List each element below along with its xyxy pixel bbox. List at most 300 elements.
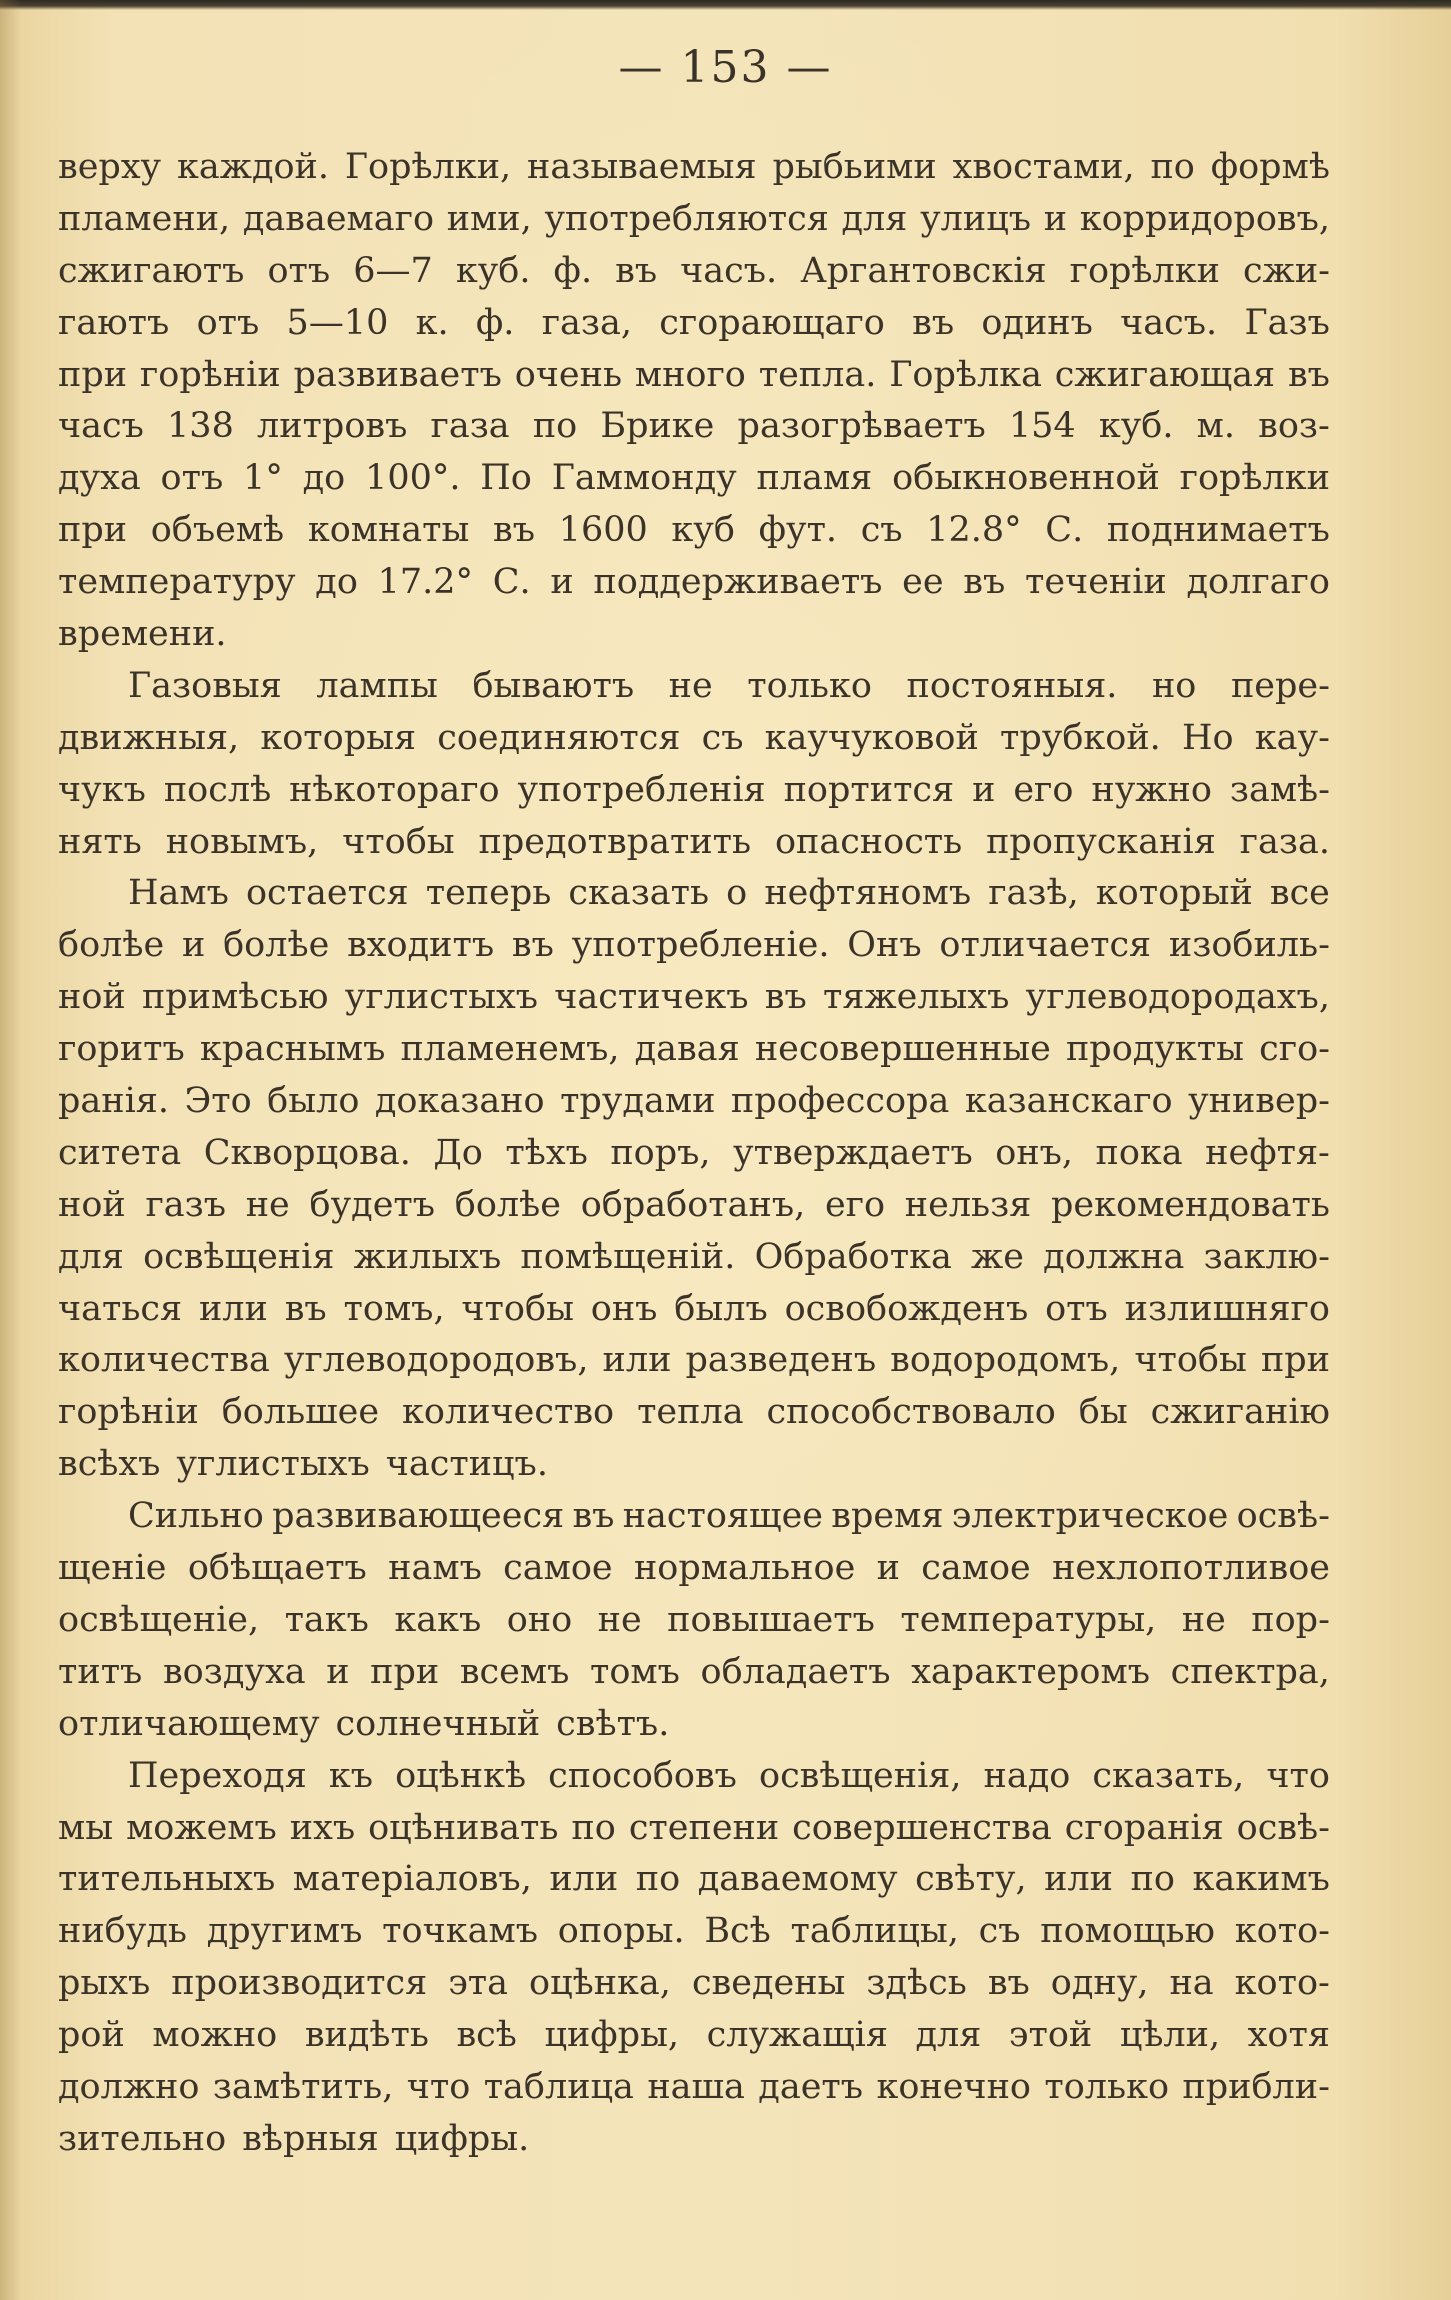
word: температуры, xyxy=(900,1599,1157,1640)
word: съ xyxy=(701,717,744,758)
word: другимъ xyxy=(206,1911,363,1952)
word: чтобы xyxy=(1134,1340,1247,1381)
word: освобожденъ xyxy=(784,1288,1029,1329)
word: хвостами, xyxy=(952,147,1135,187)
word: формѣ xyxy=(1210,147,1330,187)
word: помѣщеній. xyxy=(520,1236,736,1277)
word: или xyxy=(549,1859,619,1900)
word: не xyxy=(597,1599,642,1640)
word: въ xyxy=(284,1288,327,1329)
word: остается xyxy=(245,873,409,914)
word: ихъ xyxy=(289,1807,356,1848)
word: углистыхъ xyxy=(176,1444,370,1485)
word: чукъ xyxy=(58,769,146,810)
word: должна xyxy=(1043,1236,1185,1277)
word: нять xyxy=(58,821,142,862)
text-line xyxy=(58,1543,1330,1595)
word: нибудь xyxy=(58,1911,187,1952)
word: 1° xyxy=(243,458,283,499)
word: газѣ, xyxy=(988,873,1079,914)
word: употребленія xyxy=(517,769,766,810)
word: соединяются xyxy=(437,717,681,758)
word: тепла. xyxy=(758,354,877,395)
word: онъ xyxy=(590,1288,658,1329)
word: этой xyxy=(1008,2015,1093,2056)
word: ной xyxy=(58,977,126,1018)
text-line xyxy=(58,1699,1330,1751)
word: ими, xyxy=(446,198,532,239)
word: времени. xyxy=(58,614,227,655)
text-line xyxy=(58,2114,1330,2166)
word: всѣ xyxy=(456,2015,517,2056)
text-line xyxy=(58,557,1330,609)
word: намъ xyxy=(388,1548,482,1589)
text-line xyxy=(58,2010,1330,2062)
word: горитъ xyxy=(58,1029,185,1070)
text-line xyxy=(58,1439,1330,1491)
word: По xyxy=(480,458,532,499)
word: о xyxy=(726,873,748,914)
word: Брике xyxy=(600,406,715,447)
word: 154 xyxy=(1008,406,1076,447)
word: горѣлки xyxy=(1069,250,1220,291)
word: освѣ- xyxy=(1236,1496,1330,1537)
word: въ xyxy=(615,250,658,291)
word: фут. xyxy=(758,510,838,551)
word: Горѣлки, xyxy=(344,147,512,187)
word: цифры. xyxy=(394,2118,530,2159)
word: Всѣ xyxy=(704,1911,771,1952)
word: каждой. xyxy=(177,147,330,187)
word: даваемаго xyxy=(242,198,435,239)
word: или xyxy=(198,1288,268,1329)
text-line xyxy=(58,1076,1330,1128)
word: отъ xyxy=(160,458,224,499)
text-line xyxy=(58,1024,1330,1076)
word: вѣрныя xyxy=(242,2118,379,2159)
word: титъ xyxy=(58,1651,143,1692)
word: газа, xyxy=(541,302,632,343)
word: и xyxy=(876,1548,900,1589)
word: и xyxy=(181,925,206,966)
word: можемъ xyxy=(126,1807,277,1848)
word: количество xyxy=(402,1392,615,1433)
word: 6—7 xyxy=(353,250,433,291)
word: обработанъ, xyxy=(580,1184,806,1225)
word: новымъ, xyxy=(165,821,319,862)
word: Обработка xyxy=(754,1236,952,1277)
word: изобиль- xyxy=(1168,925,1330,966)
text-line xyxy=(58,1335,1330,1387)
word: 138 xyxy=(167,406,234,447)
word: куб. xyxy=(1098,406,1174,447)
word: горѣніи xyxy=(58,1392,199,1433)
word: лампы xyxy=(316,665,438,706)
word: духа xyxy=(58,458,141,499)
text-line xyxy=(58,972,1330,1024)
word: по xyxy=(532,406,578,447)
text-line xyxy=(58,2062,1330,2114)
word: нехлопотливое xyxy=(1052,1548,1330,1589)
word: настоящее xyxy=(622,1496,823,1537)
word: трудами xyxy=(560,1081,716,1122)
word: пере- xyxy=(1230,665,1330,706)
word: освѣщеніе, xyxy=(58,1599,260,1640)
word: только xyxy=(1044,2066,1170,2107)
word: доказано xyxy=(374,1081,545,1122)
page-top-edge xyxy=(0,0,1451,10)
word: отъ xyxy=(196,302,260,343)
word: разведенъ xyxy=(685,1340,877,1381)
word: краснымъ xyxy=(199,1029,386,1070)
word: С. xyxy=(1045,510,1084,551)
word: ситета xyxy=(58,1132,182,1173)
word: Газъ xyxy=(1244,302,1330,343)
word: будетъ xyxy=(309,1184,436,1225)
word: углеводородовъ, xyxy=(283,1340,589,1381)
word: надо xyxy=(983,1755,1071,1796)
word: кото- xyxy=(1234,1911,1330,1952)
word: цифры, xyxy=(544,2015,680,2056)
text-line xyxy=(58,1906,1330,1958)
word: и xyxy=(326,1651,350,1692)
word: хотя xyxy=(1247,2015,1330,2056)
text-line xyxy=(58,350,1330,402)
word: свѣтъ. xyxy=(556,1703,670,1744)
word: солнечный xyxy=(335,1703,541,1744)
word: сказать, xyxy=(1092,1755,1245,1796)
word: куб. xyxy=(455,250,531,291)
word: Сильно xyxy=(128,1496,264,1537)
word: бываютъ xyxy=(472,665,635,706)
word: при xyxy=(370,1651,440,1692)
word: часъ. xyxy=(680,250,778,291)
word: служащія xyxy=(706,2015,888,2056)
word: к. xyxy=(415,302,449,343)
word: который xyxy=(1095,873,1253,914)
word: конечно xyxy=(876,2066,1031,2107)
word: болѣе xyxy=(58,925,165,966)
word: долгаго xyxy=(1186,562,1330,603)
word: жилыхъ xyxy=(353,1236,502,1277)
word: сведены xyxy=(691,1963,846,2004)
word: До xyxy=(433,1132,483,1173)
word: заклю- xyxy=(1203,1236,1330,1277)
word: или xyxy=(602,1340,672,1381)
word: гаютъ xyxy=(58,302,170,343)
word: съ xyxy=(860,510,903,551)
text-line xyxy=(58,609,1330,661)
word: бы xyxy=(1078,1392,1128,1433)
word: въ xyxy=(1287,354,1330,395)
word: сжигаютъ xyxy=(58,250,245,291)
word: и xyxy=(1043,198,1068,239)
word: при xyxy=(1260,1340,1330,1381)
word: газа. xyxy=(1239,821,1330,862)
word: его xyxy=(824,1184,886,1225)
word: чтобы xyxy=(342,821,455,862)
word: Гаммонду xyxy=(551,458,737,499)
text-line xyxy=(58,1284,1330,1336)
word: таблицы, xyxy=(790,1911,959,1952)
word: по xyxy=(1130,1859,1175,1900)
word: оцѣнивать xyxy=(368,1807,559,1848)
word: освѣ- xyxy=(1236,1807,1330,1848)
word: ной xyxy=(58,1184,126,1225)
word: теченіи xyxy=(1024,562,1167,603)
word: казанскаго xyxy=(964,1081,1173,1122)
word: Это xyxy=(184,1081,252,1122)
word: при xyxy=(58,354,128,395)
word: большее xyxy=(221,1392,380,1433)
text-line xyxy=(58,505,1330,557)
word: горѣлки xyxy=(1179,458,1330,499)
word: повышаетъ xyxy=(667,1599,875,1640)
word: частицъ. xyxy=(385,1444,548,1485)
word: кау- xyxy=(1254,717,1330,758)
word: эта xyxy=(448,1963,509,2004)
word: освѣщенія xyxy=(143,1236,335,1277)
word: болѣе xyxy=(223,925,330,966)
word: не xyxy=(668,665,713,706)
text-line xyxy=(58,194,1330,246)
word: нельзя xyxy=(904,1184,1032,1225)
word: рыбьими xyxy=(772,147,937,187)
word: не xyxy=(1181,1599,1226,1640)
word: частичекъ xyxy=(554,977,749,1018)
word: зительно xyxy=(58,2118,227,2159)
word: производится xyxy=(171,1963,428,2004)
word: самое xyxy=(503,1548,613,1589)
text-line xyxy=(58,401,1330,453)
word: тепла xyxy=(637,1392,744,1433)
word: продукты xyxy=(1065,1029,1245,1070)
word: пор- xyxy=(1251,1599,1330,1640)
word: комнаты xyxy=(307,510,470,551)
word: чтобы xyxy=(461,1288,574,1329)
word: рой xyxy=(58,2015,125,2056)
word: воз- xyxy=(1258,406,1330,447)
word: Скворцова. xyxy=(203,1132,411,1173)
word: сгоранія xyxy=(1064,1807,1224,1848)
text-line xyxy=(58,1751,1330,1803)
word: поднимаетъ xyxy=(1106,510,1330,551)
word: называемыя xyxy=(527,147,757,187)
word: нѣкотораго xyxy=(289,769,500,810)
word: можно xyxy=(152,2015,278,2056)
word: воздуха xyxy=(162,1651,306,1692)
word: объемѣ xyxy=(150,510,285,551)
word: но xyxy=(1151,665,1197,706)
word: наша xyxy=(647,2066,745,2107)
word: томъ xyxy=(589,1651,680,1692)
word: горѣніи xyxy=(139,354,281,395)
word: давая xyxy=(634,1029,740,1070)
word: даетъ xyxy=(758,2066,864,2107)
word: оно xyxy=(506,1599,573,1640)
word: пропусканія xyxy=(986,821,1216,862)
word: характеромъ xyxy=(911,1651,1150,1692)
word: С. xyxy=(492,562,531,603)
word: до xyxy=(302,458,346,499)
word: пока xyxy=(1095,1132,1183,1173)
word: щеніе xyxy=(58,1548,167,1589)
word: сгорающаго xyxy=(659,302,885,343)
page-gutter-shadow xyxy=(0,0,22,2300)
body-text xyxy=(58,142,1330,2166)
word: 12.8° xyxy=(926,510,1022,551)
word: углистыхъ xyxy=(344,977,539,1018)
word: сжи- xyxy=(1243,250,1330,291)
word: что xyxy=(406,2066,471,2107)
word: точкамъ xyxy=(382,1911,538,1952)
word: развиваетъ xyxy=(293,354,502,395)
word: по xyxy=(1150,147,1195,187)
word: количества xyxy=(58,1340,270,1381)
word: утверждаетъ xyxy=(733,1132,973,1173)
text-line xyxy=(58,713,1330,765)
word: самое xyxy=(921,1548,1031,1589)
text-line xyxy=(58,1128,1330,1180)
word: спектра, xyxy=(1170,1651,1330,1692)
word: было xyxy=(267,1081,360,1122)
word: сжигающая xyxy=(1054,354,1276,395)
word: опасность xyxy=(774,821,963,862)
word: верху xyxy=(58,147,162,187)
word: способовъ xyxy=(548,1755,737,1796)
word: по xyxy=(571,1807,616,1848)
word: 17.2° xyxy=(377,562,474,603)
word: и xyxy=(550,562,574,603)
word: такъ xyxy=(284,1599,369,1640)
word: Горѣлка xyxy=(889,354,1042,395)
word: газъ xyxy=(145,1184,227,1225)
word: движныя, xyxy=(58,717,240,758)
word: его xyxy=(1013,769,1074,810)
text-line xyxy=(58,1387,1330,1439)
text-line xyxy=(58,920,1330,972)
word: 5—10 xyxy=(286,302,389,343)
word: какимъ xyxy=(1192,1859,1330,1900)
word: отличается xyxy=(939,925,1152,966)
word: помощью xyxy=(1040,1911,1216,1952)
word: оцѣнкѣ xyxy=(395,1755,527,1796)
word: Переходя xyxy=(128,1755,307,1796)
word: отъ xyxy=(267,250,331,291)
word: тѣхъ xyxy=(505,1132,588,1173)
word: должно xyxy=(58,2066,200,2107)
word: для xyxy=(915,2015,982,2056)
word: въ xyxy=(511,925,554,966)
word: трубкой. xyxy=(999,717,1161,758)
word: тяжелыхъ xyxy=(822,977,1010,1018)
word: теперь xyxy=(425,873,552,914)
word: обладаетъ xyxy=(700,1651,891,1692)
word: излишняго xyxy=(1124,1288,1330,1329)
word: несовершенные xyxy=(754,1029,1051,1070)
word: отъ xyxy=(1045,1288,1108,1329)
word: мы xyxy=(58,1807,114,1848)
word: не xyxy=(245,1184,290,1225)
word: употребляются xyxy=(544,198,829,239)
word: нужно xyxy=(1091,769,1212,810)
word: все xyxy=(1269,873,1330,914)
word: постояныя. xyxy=(906,665,1118,706)
word: къ xyxy=(328,1755,374,1796)
word: разогрѣваетъ xyxy=(737,406,986,447)
word: таблица xyxy=(483,2066,634,2107)
word: поддерживаетъ xyxy=(593,562,883,603)
word: улицъ xyxy=(920,198,1031,239)
word: въ xyxy=(912,302,955,343)
word: въ xyxy=(963,562,1006,603)
word: какъ xyxy=(394,1599,482,1640)
word: пламенемъ, xyxy=(400,1029,620,1070)
word: способствовало xyxy=(766,1392,1056,1433)
word: нефтяномъ xyxy=(764,873,972,914)
word: всемъ xyxy=(459,1651,570,1692)
text-line xyxy=(58,1647,1330,1699)
word: же xyxy=(971,1236,1024,1277)
text-line xyxy=(58,1854,1330,1906)
word: ранія. xyxy=(58,1081,169,1122)
word: 1600 xyxy=(558,510,648,551)
word: здѣсь xyxy=(866,1963,967,2004)
word: Онъ xyxy=(847,925,922,966)
word: пламя xyxy=(756,458,873,499)
word: и xyxy=(972,769,996,810)
word: предотвратить xyxy=(478,821,752,862)
word: углеводородахъ, xyxy=(1025,977,1330,1018)
text-line xyxy=(58,246,1330,298)
word: свѣту, xyxy=(915,1859,1027,1900)
word: рекомендовать xyxy=(1051,1184,1330,1225)
text-line xyxy=(58,298,1330,350)
word: на xyxy=(1169,1963,1214,2004)
word: въ xyxy=(987,1963,1030,2004)
word: обыкновенной xyxy=(892,458,1160,499)
word: универ- xyxy=(1188,1081,1330,1122)
word: замѣтить, xyxy=(212,2066,394,2107)
word: ее xyxy=(902,562,944,603)
word: замѣ- xyxy=(1229,769,1330,810)
word: ф. xyxy=(475,302,515,343)
word: профессора xyxy=(730,1081,950,1122)
word: каучуковой xyxy=(764,717,979,758)
word: всѣхъ xyxy=(58,1444,161,1485)
word: для xyxy=(58,1236,124,1277)
word: болѣе xyxy=(454,1184,561,1225)
word: матеріаловъ, xyxy=(292,1859,532,1900)
text-line xyxy=(58,661,1330,713)
word: нормальное xyxy=(633,1548,856,1589)
word: рыхъ xyxy=(58,1963,151,2004)
text-line xyxy=(58,868,1330,920)
word: для xyxy=(841,198,908,239)
word: Аргантовскія xyxy=(800,250,1047,291)
word: въ xyxy=(764,977,807,1018)
text-line xyxy=(58,142,1330,194)
text-line xyxy=(58,1958,1330,2010)
word: куб xyxy=(671,510,735,551)
word: газа xyxy=(430,406,510,447)
word: до xyxy=(315,562,358,603)
word: развивающееся xyxy=(272,1496,565,1537)
word: одинъ xyxy=(981,302,1093,343)
word: что xyxy=(1266,1755,1330,1796)
word: которыя xyxy=(260,717,417,758)
text-line xyxy=(58,453,1330,505)
